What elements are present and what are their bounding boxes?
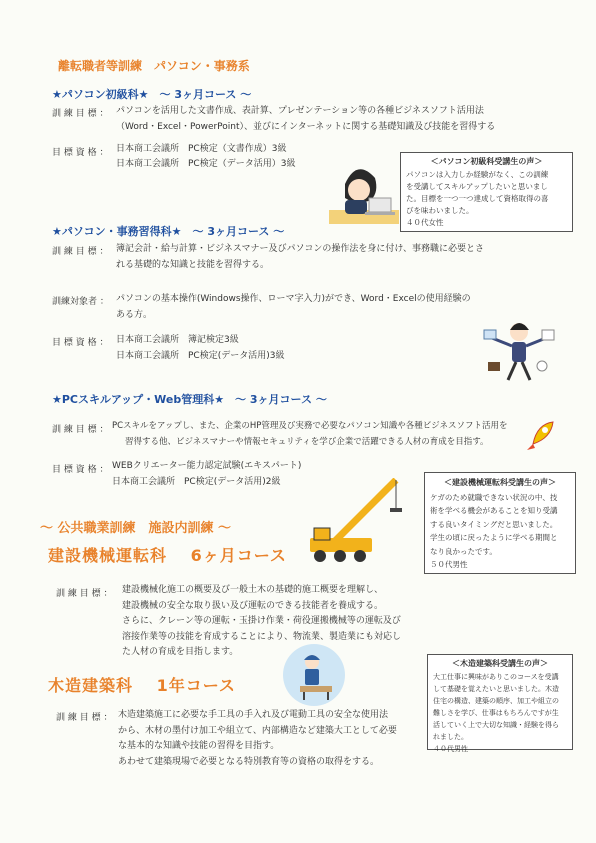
voice-line: なり良かったです。 — [430, 546, 497, 556]
goal-line: から、木材の墨付け加工や組立て、内部構造など建築大工として必要 — [118, 725, 397, 736]
section-title-pc-office: 離転職者等訓練 パソコン・事務系 — [58, 59, 250, 73]
voice-line: する良いタイミングだと思いました。 — [430, 519, 558, 529]
voice-line: 住宅の構造、建築の順序、加工や組立の — [433, 697, 559, 705]
goal-label: 訓 練 目 標 ： — [52, 109, 109, 119]
goal-line: パソコンを活用した文書作成、表計算、プレゼンテーション等の各種ビジネスソフト活用法 — [116, 106, 484, 116]
qualification-line: 日本商工会議所 PC検定(データ活用)2級 — [112, 477, 281, 487]
voice-box-title: ＜建設機械運転科受講生の声＞ — [444, 478, 556, 487]
course-title-construction-machinery: 建設機械運転科 6ヶ月コース — [48, 546, 287, 565]
voice-box-title: ＜木造建築科受講生の声＞ — [452, 659, 548, 668]
qualification-label: 目 標 資 格 ： — [52, 338, 109, 348]
voice-line: 活していく上で大切な知識・経験を得ら — [433, 721, 559, 729]
voice-line: 大工仕事に興味がありこのコースを受講 — [433, 673, 559, 681]
voice-line: た。目標を一つ一つ達成して資格取得の喜 — [406, 194, 549, 203]
voice-line: 術を学べる機会があることを知り受講 — [430, 506, 558, 515]
qualification-line: WEBクリエーター能力認定試験(エキスパート) — [112, 461, 302, 471]
goal-label: 訓 練 目 標 ： — [56, 713, 113, 723]
voice-box-title: ＜パソコン初級科受講生の声＞ — [430, 157, 543, 166]
course-title-pc-beginner: ★パソコン初級科★ ～ 3ヶ月コース ～ — [52, 88, 252, 101]
goal-line: 習得する他、ビジネスマナーや情報セキュリティを学び企業で活躍できる人材の育成を目指す。 — [125, 437, 489, 447]
goal-line: （Word・Excel・PowerPoint）、並びにインターネットに関する基礎知識及び技能を習得する — [116, 122, 496, 132]
rocket-icon — [525, 420, 555, 452]
goal-line: 木造建築施工に必要な手工具の手入れ及び電動工具の安全な使用法 — [118, 710, 389, 720]
voice-box-pc-beginner — [400, 152, 573, 232]
qualification-line: 日本商工会議所 簿記検定3級 — [116, 335, 239, 345]
goal-line: 溶接作業等の技能を育成することにより、物流業、製造業にも対応し — [122, 631, 402, 642]
qualification-label: 目 標 資 格 ： — [52, 148, 109, 158]
voice-line: 学生の頃に戻ったように学べる期間と — [430, 533, 558, 542]
voice-line: びを味わいました。 — [406, 206, 474, 215]
goal-label: 訓 練 目 標 ： — [52, 425, 109, 435]
goal-line: れる基礎的な知識と技能を習得する。 — [116, 260, 270, 270]
course-title-wooden-construction: 木造建築科 1年コース — [48, 676, 236, 695]
target-line: パソコンの基本操作(Windows操作、ローマ字入力)ができ、Word・Excelの使用経験の — [116, 294, 471, 304]
target-line: ある方。 — [116, 310, 153, 320]
voice-author: ４０代男性 — [433, 745, 468, 753]
voice-box-construction-machinery — [424, 472, 576, 574]
course-title-pc-office: ★パソコン・事務習得科★ ～ 3ヶ月コース ～ — [52, 225, 285, 238]
goal-label: 訓 練 目 標 ： — [52, 247, 109, 257]
section-title-public-training: ～ 公共職業訓練 施設内訓練 ～ — [40, 521, 232, 536]
goal-text — [118, 708, 397, 770]
voice-author: ５０代男性 — [430, 560, 468, 569]
voice-line: して基礎を覚えたいと思いました。木造 — [433, 685, 559, 693]
voice-box-wooden-construction — [427, 654, 573, 753]
carpenter-illustration — [282, 642, 346, 708]
goal-line: 簿記会計・給与計算・ビジネスマナー及びパソコンの操作法を身に付け、事務職に必要とさ — [116, 244, 485, 254]
qualification-line: 日本商工会議所 PC検定（文書作成）3級 — [116, 144, 287, 154]
qualification-line: 日本商工会議所 PC検定(データ活用)3級 — [116, 351, 285, 361]
goal-line: あわせて建築現場で必要となる特別教育等の資格の取得をする。 — [118, 756, 380, 767]
goal-line: さらに、クレーン等の運転・玉掛け作業・荷役運搬機械等の運転及び — [122, 616, 401, 626]
office-worker-illustration — [482, 318, 557, 388]
voice-line: を受講してスキルアップしたいと思いまし — [406, 182, 548, 191]
voice-author: ４０代女性 — [406, 218, 444, 227]
voice-line: れました。 — [433, 733, 468, 741]
woman-laptop-illustration — [325, 150, 405, 230]
goal-label: 訓 練 目 標 ： — [56, 589, 113, 599]
goal-line: 建設機械の安全な取り扱い及び運転のできる技能者を養成する。 — [122, 600, 384, 611]
voice-line: パソコンは入力しか経験がなく、この訓練 — [406, 170, 549, 179]
crane-illustration — [304, 478, 404, 566]
voice-line: ケガのため就職できない状況の中、技 — [430, 492, 558, 502]
qualification-label: 目 標 資 格 ： — [52, 465, 109, 475]
goal-line: PCスキルをアップし、また、企業のHP管理及び実務で必要なパソコン知識や各種ビジネスソフト活用を — [112, 421, 508, 431]
goal-line: た人材の育成を目指します。 — [122, 647, 239, 657]
target-label: 訓練対象者 ： — [52, 297, 109, 307]
goal-line: 建設機械化施工の概要及び一般土木の基礎的施工概要を理解し、 — [122, 585, 384, 595]
goal-text — [122, 583, 401, 661]
voice-line: 難しさを学び、仕事はもちろんですが生 — [433, 709, 559, 717]
qualification-line: 日本商工会議所 PC検定（データ活用）3級 — [116, 159, 296, 169]
goal-line: な基本的な知識や技能の習得を目指す。 — [118, 741, 280, 751]
course-title-pc-web: ★PCスキルアップ・Web管理科★ ～ 3ヶ月コース ～ — [52, 393, 327, 406]
